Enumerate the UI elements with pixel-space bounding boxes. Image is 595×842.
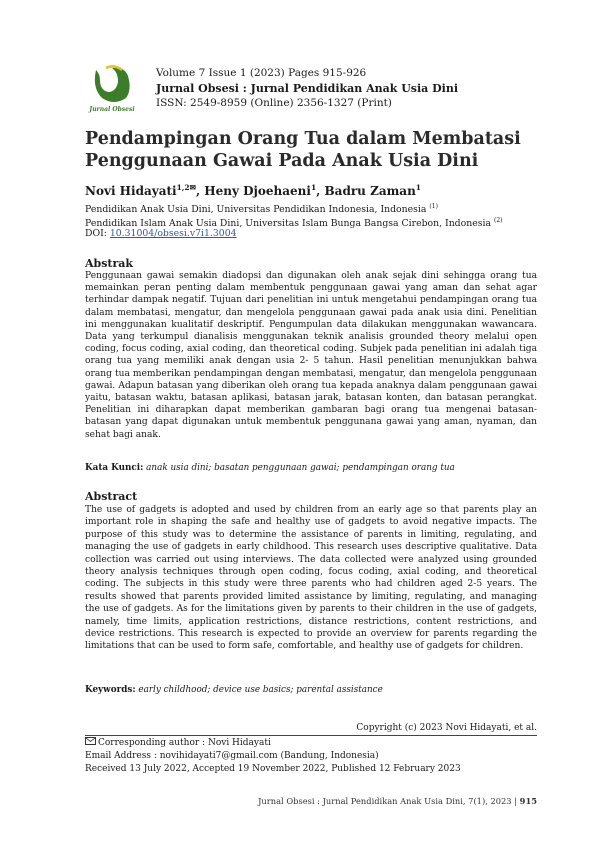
received-dates: Received 13 July 2022, Accepted 19 November 2022, Published 12 February 2023	[85, 764, 461, 774]
page-number: 915	[519, 796, 537, 806]
keywords	[85, 685, 537, 695]
footer-citation: Jurnal Obsesi : Jurnal Pendidikan Anak Usia Dini, 7(1), 2023	[258, 796, 512, 806]
author-2: Heny Djoehaeni	[204, 184, 311, 198]
authors: Novi Hidayati$^{1,2✉}$, Heny Djoehaeni$^1$, Badru Zaman$^1$	[85, 183, 422, 198]
doi-link[interactable]: 10.31004/obsesi.v7i1.3004	[109, 228, 237, 239]
footer-separator: |	[511, 796, 520, 806]
corresponding-author	[85, 737, 271, 750]
keywords-values: early childhood; device use basics; parental assistance	[138, 685, 383, 695]
affiliation-2-text: Pendidikan Islam Anak Usia Dini, Universitas Islam Bunga Bangsa Cirebon, Indonesia	[85, 218, 492, 230]
kata-kunci	[85, 463, 537, 473]
envelope-icon	[85, 737, 96, 745]
author-1-sup: 1,2✉	[176, 183, 196, 192]
corresponding-author-text: Corresponding author : Novi Hidayati	[98, 738, 271, 748]
email-address: Email Address : novihidayati7@gmail.com (Bandung, Indonesia)	[85, 751, 379, 761]
title-line-2: Penggunaan Gawai Pada Anak Usia Dini	[85, 151, 479, 171]
title-line-1: Pendampingan Orang Tua dalam Membatasi	[85, 129, 521, 149]
abstract-heading: Abstract	[85, 490, 138, 503]
kata-kunci-values: anak usia dini; basatan penggunaan gawai; pendampingan orang tua	[146, 463, 455, 473]
abstract-body: The use of gadgets is adopted and used by children from an early age so that parents play an important role in shaping the safe and healthy use of gadgets to avoid negative impacts. The purpose of this study was to determine the assistance of parents in limiting, regulating, and managing the use of gadgets in early childhood. This research uses descriptive qualitative. Data collection was carried out using interviews. The data collected were analyzed using grounded theory analysis techniques through open coding, focus coding, axial coding, and theoretical coding. The subjects in this study were three parents who had children aged 2-5 years. The results showed that parents provided limited assistance by limiting, regulating, and managing the use of gadgets. As for the limitations given by parents to their children in the use of gadgets, namely, time limits, application restrictions, distance restrictions, content restrictions, and device restrictions. This research is expected to provide an overview for parents regarding the limitations that can be used to form safe, comfortable, and healthy use of gadgets for children.	[85, 505, 537, 652]
divider	[85, 735, 537, 736]
abstrak-body: Penggunaan gawai semakin diadopsi dan digunakan oleh anak sejak dini sehingga orang tua memainkan peran penting dalam membentuk penggunaan gawai yang aman dan sehat agar terhindar dampak negatif. Tujuan dari penelitian ini untuk mengetahui pendampingan orang tua dalam membatasi, mengatur, dan mengelola penggunaan gawai pada anak usia dini. Penelitian ini menggunakan kualitatif deskriptif. Pengumpulan data dilakukan menggunakan wawancara. Data yang terkumpul dianalisis menggunakan teknik analisis grounded theory melalui open coding, focus coding, axial coding, dan theoretical coding. Subjek pada penelitian ini adalah tiga orang tua yang memiliki anak dengan usia 2- 5 tahun. Hasil penelitian menunjukkan bahwa orang tua memberikan pendampingan dengan membatasi, mengatur, dan mengelola penggunaan gawai. Adapun batasan yang diberikan oleh orang tua kepada anaknya dalam penggunaan gawai yaitu, batasan waktu, batasan aplikasi, batasan jarak, batasan konten, dan batasan perangkat. Penelitian ini diharapkan dapat memberikan gambaran bagi orang tua mengenai batasan-batasan yang dapat digunakan untuk membentuk penggunana gawai yang aman, nyaman, dan sehat bagi anak.	[85, 271, 537, 440]
page-footer	[258, 796, 537, 806]
author-3-sup: 1	[415, 183, 422, 192]
doi-line	[85, 228, 237, 239]
author-1: Novi Hidayati	[85, 184, 177, 198]
abstrak-heading: Abstrak	[85, 257, 134, 270]
affiliation-1-sup: (1)	[429, 203, 438, 210]
author-3: Badru Zaman	[324, 184, 416, 198]
affiliation-2-sup: (2)	[493, 217, 503, 224]
issn-line: ISSN: 2549-8959 (Online) 2356-1327 (Print)	[156, 97, 392, 109]
kata-kunci-label: Kata Kunci:	[85, 463, 144, 473]
volume-line: Volume 7 Issue 1 (2023) Pages 915-926	[156, 67, 367, 79]
keywords-label: Keywords:	[85, 685, 136, 695]
svg-text:Jurnal Obsesi: Jurnal Obsesi	[89, 106, 135, 113]
author-2-sup: 1	[310, 183, 317, 192]
copyright: Copyright (c) 2023 Novi Hidayati, et al.	[356, 723, 537, 733]
journal-logo-icon	[88, 62, 136, 114]
doi-label: DOI:	[85, 228, 110, 239]
page-title	[85, 128, 521, 172]
affiliation-1-text: Pendidikan Anak Usia Dini, Universitas Pendidikan Indonesia, Indonesia	[85, 204, 427, 216]
journal-name: Jurnal Obsesi : Jurnal Pendidikan Anak Usia Dini	[156, 82, 459, 95]
